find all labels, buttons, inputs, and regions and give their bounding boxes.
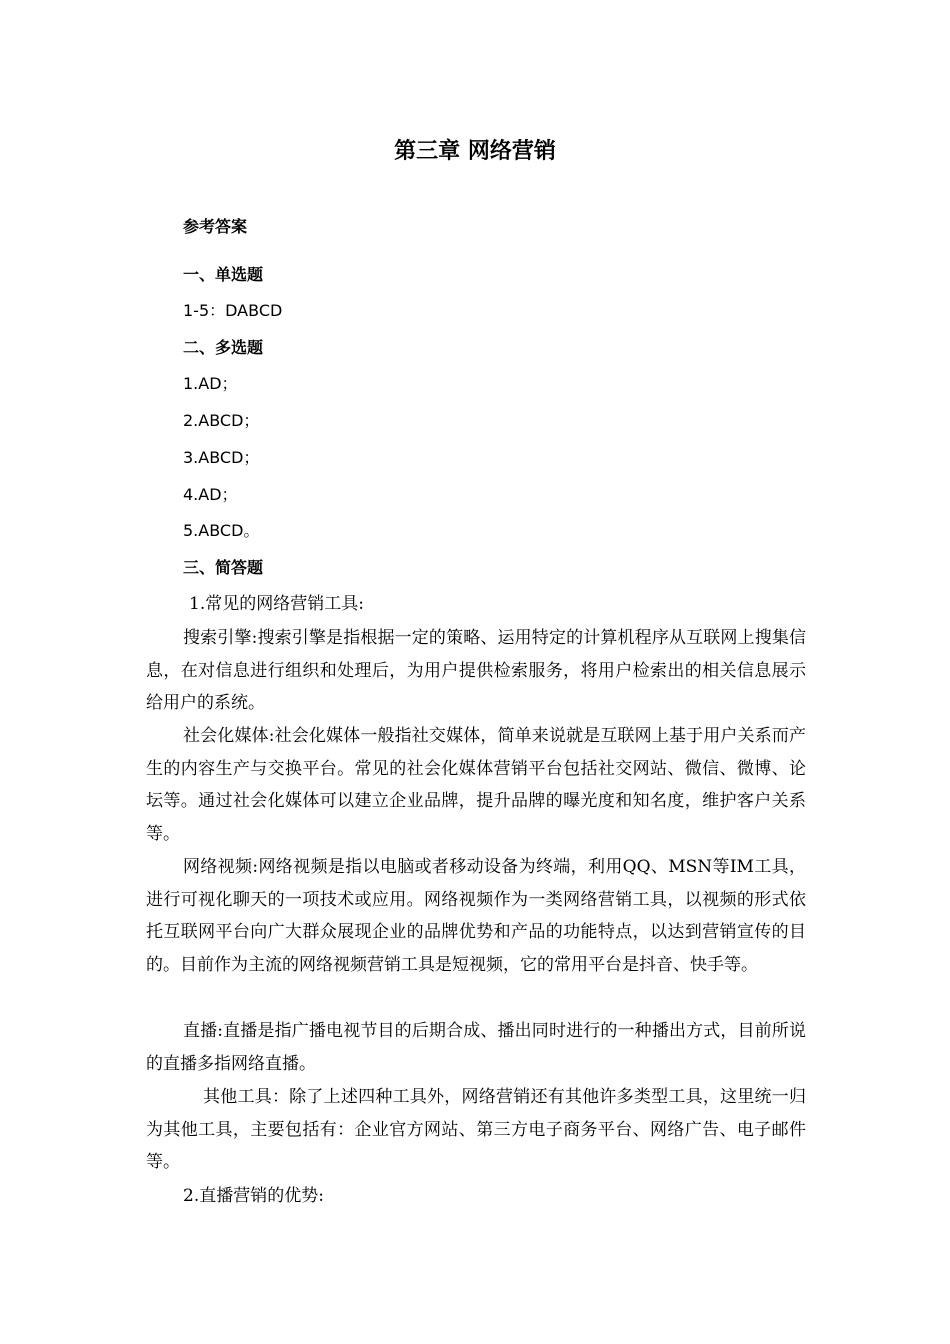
multiple-choice-answer-3: 3.ABCD； [183, 448, 260, 467]
paragraph-search-engine: 搜索引擎:搜索引擎是指根据一定的策略、运用特定的计算机程序从互联网上搜集信息，在对信息进行组织和处理后，为用户提供检索服务，将用户检索出的相关信息展示给用户的系统。 [146, 628, 806, 713]
paragraph-online-video: 网络视频:网络视频是指以电脑或者移动设备为终端，利用QQ、MSN等IM工具，进行可视化聊天的一项技术或应用。网络视频作为一类网络营销工具，以视频的形式依托互联网平台向广大群众展现企业的品牌优势和产品的功能特点，以达到营销宣传的目的。目前作为主流的网络视频营销工具是短视频，它的常用平台是抖音、快手等。 [146, 857, 806, 975]
page-title: 第三章 网络营销 [394, 139, 556, 164]
single-choice-answer: 1-5：DABCD [183, 301, 283, 320]
multiple-choice-answer-4: 4.AD； [183, 485, 238, 504]
multiple-choice-answer-2: 2.ABCD； [183, 411, 260, 430]
section-heading-single-choice: 一、单选题 [183, 265, 264, 284]
paragraph-live-streaming: 直播:直播是指广播电视节目的后期合成、播出同时进行的一种播出方式，目前所说的直播多指网络直播。 [146, 1021, 806, 1074]
paragraph-other-tools: 其他工具：除了上述四种工具外，网络营销还有其他许多类型工具，这里统一归为其他工具，主要包括有：企业官方网站、第三方电子商务平台、网络广告、电子邮件等。 [146, 1087, 806, 1172]
multiple-choice-answer-5: 5.ABCD。 [183, 521, 260, 540]
section-heading-multiple-choice: 二、多选题 [183, 338, 264, 357]
question-2-heading: 2.直播营销的优势: [183, 1186, 324, 1206]
reference-heading: 参考答案 [183, 217, 248, 236]
multiple-choice-answer-1: 1.AD； [183, 374, 238, 393]
question-1-heading: 1.常见的网络营销工具: [189, 594, 364, 614]
section-heading-short-answer: 三、简答题 [183, 558, 264, 577]
paragraph-social-media: 社会化媒体:社会化媒体一般指社交媒体，简单来说就是互联网上基于用户关系而产生的内容生产与交换平台。常见的社会化媒体营销平台包括社交网站、微信、微博、论坛等。通过社会化媒体可以建立企业品牌，提升品牌的曝光度和知名度，维护客户关系等。 [146, 726, 806, 844]
